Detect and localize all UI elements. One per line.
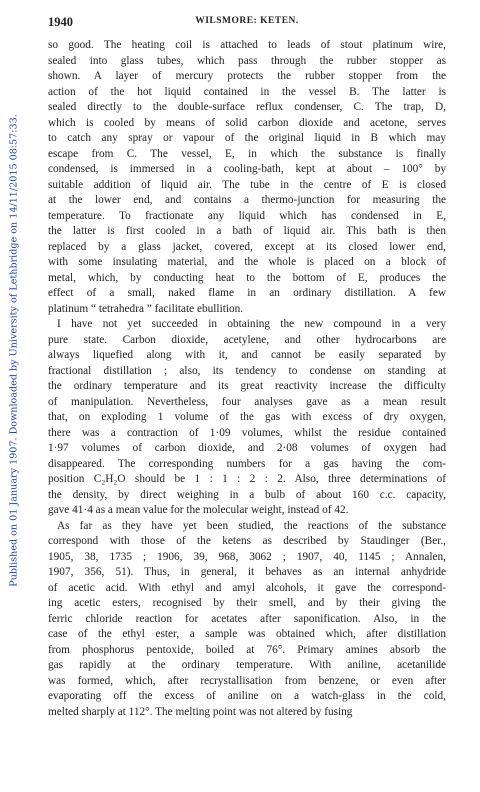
text-line: metal, which, by conducting heat to the bottom of E, produces the bbox=[48, 271, 446, 284]
text-line: ferric chloride reaction for acetates after saponification. Also, in the bbox=[48, 612, 446, 625]
text-line: to catch any spray or vapour of the original liquid in B which may bbox=[48, 132, 446, 144]
text-line: of manipulation. Nevertheless, four analyses gave as a mean result bbox=[48, 395, 446, 408]
paragraph bbox=[48, 38, 446, 317]
text-line: replaced by a glass jacket, covered, except at its closed lower end, bbox=[48, 240, 446, 253]
body-text bbox=[48, 38, 446, 720]
text-line: As far as they have yet been studied, the reactions of the substance bbox=[57, 519, 446, 532]
text-line: always liquefied along with it, and cannot be easily separated by bbox=[48, 349, 446, 361]
text-line: sealed directly to the double-surface reflux condenser, C. The trap, D, bbox=[48, 101, 446, 113]
running-title: WILSMORE: KETEN. bbox=[195, 16, 299, 26]
text-line: correspond with those of the ketens as described by Staudinger (Ber., bbox=[48, 535, 446, 547]
paragraph bbox=[48, 519, 446, 721]
text-line: position C₂H₂O should be 1 : 1 : 2 : 2. Also, three determinations of bbox=[48, 473, 446, 485]
text-line: 1·97 volumes of carbon dioxide, and 2·08 volumes of oxygen had bbox=[48, 442, 446, 454]
text-line: disappeared. The corresponding numbers for a gas having the com- bbox=[48, 457, 446, 470]
text-line: platinum “ tetrahedra ” facilitate ebullition. bbox=[48, 302, 244, 315]
text-line: the ordinary temperature and its great reactivity increase the difficulty bbox=[48, 380, 446, 392]
text-line: from phosphorus pentoxide, boiled at 76°. Primary amines absorb the bbox=[48, 643, 446, 656]
text-line: of acetic acid. With ethyl and amyl alcohols, it gave the correspond- bbox=[48, 581, 446, 594]
text-line: condensed, is immersed in a cooling-bath, kept at about – 100° by bbox=[48, 163, 446, 175]
text-line: with some insulating material, and the whole is placed on a block of bbox=[48, 256, 446, 268]
text-line: suitable addition of liquid air. The tube in the centre of E is closed bbox=[48, 178, 446, 191]
side-watermark bbox=[4, 60, 24, 640]
text-line: was formed, which, after recrystallisation from benzene, or even after bbox=[48, 674, 446, 687]
text-line: sealed into glass tubes, which pass through the rubber stopper as bbox=[48, 54, 446, 67]
text-line: temperature. To fractionate any liquid which has condensed in E, bbox=[48, 209, 446, 222]
text-line: shown. A layer of mercury protects the rubber stopper from the bbox=[48, 70, 446, 82]
text-line: the density, by direct weighing in a bulb of about 160 c.c. capacity, bbox=[48, 488, 446, 501]
text-line: 1907, 356, 51). Thus, in general, it behaves as an internal anhydride bbox=[48, 566, 446, 578]
text-line: ing acetic esters, recognised by their smell, and by their giving the bbox=[48, 597, 446, 609]
text-line: case of the ethyl ester, a sample was obtained which, after distillation bbox=[48, 628, 446, 640]
side-watermark-text: Published on 01 January 1907. Downloaded by University of Lethbridge on 14/11/2015 08:57:33. bbox=[8, 113, 20, 587]
text-line: that, on exploding 1 volume of the gas with excess of dry oxygen, bbox=[48, 411, 446, 423]
text-line: 1905, 38, 1735 ; 1906, 39, 968, 3062 ; 1907, 40, 1145 ; Annalen, bbox=[48, 550, 446, 563]
text-line: so good. The heating coil is attached to leads of stout platinum wire, bbox=[48, 39, 446, 51]
text-line: I have not yet succeeded in obtaining the new compound in a very bbox=[57, 318, 446, 330]
text-line: melted sharply at 112°. The melting point was not altered by fusing bbox=[48, 705, 353, 718]
text-line: fractional distillation ; also, its tendency to condense on standing at bbox=[48, 364, 446, 377]
text-line: the latter is first cooled in a bath of liquid air. This bath is then bbox=[48, 225, 446, 237]
text-line: evaporating off the excess of aniline on a watch-glass in the cold, bbox=[48, 690, 446, 702]
text-line: pure state. Carbon dioxide, acetylene, and other hydrocarbons are bbox=[48, 333, 446, 346]
text-line: there was a contraction of 1·09 volumes, whilst the residue contained bbox=[48, 426, 446, 439]
page-header bbox=[48, 15, 446, 31]
text-line: gas rapidly at the ordinary temperature. With aniline, acetanilide bbox=[48, 659, 446, 671]
text-line: escape from C. The vessel, E, in which the substance is finally bbox=[48, 147, 446, 160]
text-line: effect of a small, naked flame in an ordinary distillation. A few bbox=[48, 287, 446, 299]
paragraph bbox=[48, 317, 446, 519]
text-line: which is cooled by means of solid carbon dioxide and acetone, serves bbox=[48, 116, 446, 129]
text-line: at the lower end, and contains a thermo-junction for measuring the bbox=[48, 194, 446, 206]
page-number: 1940 bbox=[48, 15, 73, 29]
text-line: action of the hot liquid contained in the vessel B. The latter is bbox=[48, 85, 446, 98]
text-line: gave 41·4 as a mean value for the molecular weight, instead of 42. bbox=[48, 504, 349, 516]
